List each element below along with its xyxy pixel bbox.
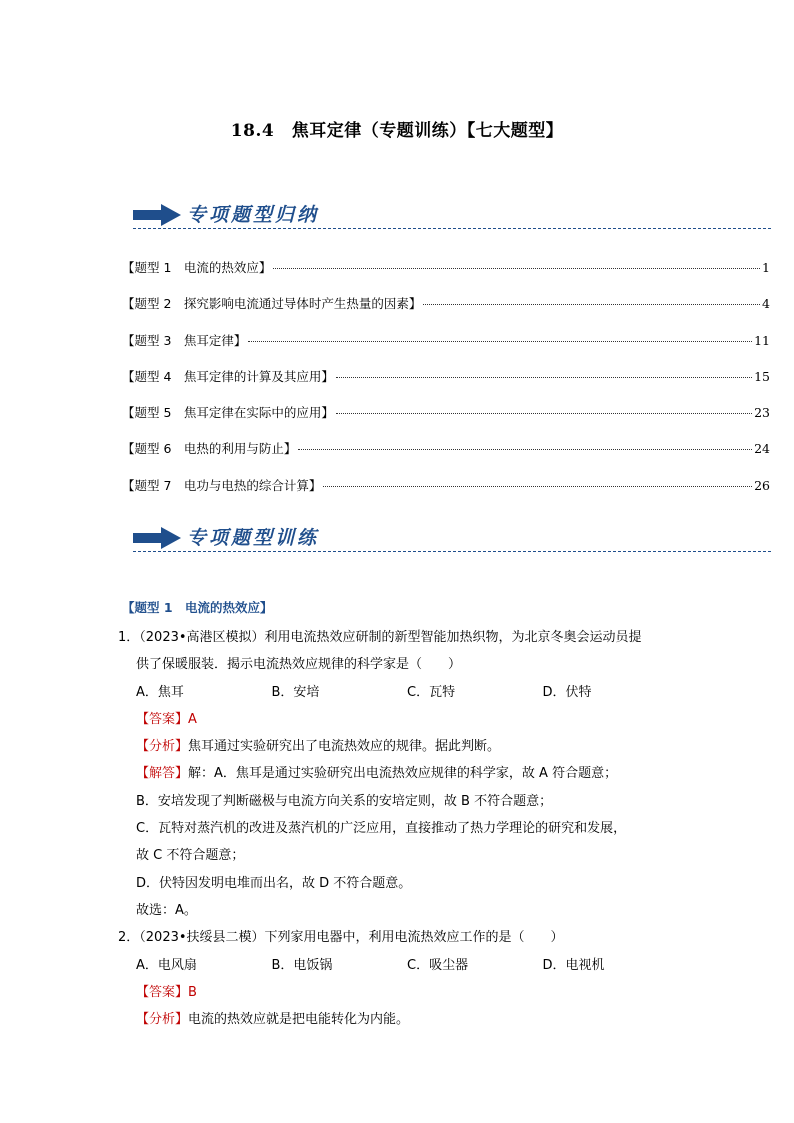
question-1-stem: 1．（2023•高港区模拟）利用电流热效应研制的新型智能加热织物，为北京冬奥会运动员提 — [118, 630, 642, 645]
option: D．伏特 — [542, 684, 592, 700]
question-1-answer: 【答案】A — [136, 711, 197, 727]
table-of-contents — [122, 258, 770, 512]
question-2-options — [118, 952, 678, 979]
option: B．电饭锅 — [271, 957, 333, 973]
option: B．安培 — [271, 684, 320, 700]
option: A．电风扇 — [136, 957, 197, 973]
question-2-analysis: 【分析】电流的热效应就是把电能转化为内能。 — [136, 1012, 410, 1028]
solution-line: B．安培发现了判断磁极与电流方向关系的安培定则，故 B 不符合题意； — [136, 793, 553, 809]
toc-item[interactable]: 【题型 1 电流的热效应】 1 — [122, 260, 770, 275]
divider — [133, 551, 771, 552]
question-1-analysis: 【分析】焦耳通过实验研究出了电流热效应的规律。据此判断。 — [136, 739, 501, 755]
toc-item[interactable]: 【题型 3 焦耳定律】 11 — [122, 332, 770, 348]
solution-line: D．伏特因发明电堆而出名，故 D 不符合题意。 — [136, 875, 412, 891]
section-banner-summary — [133, 200, 771, 232]
arrow-icon — [133, 204, 181, 226]
banner-title: 专项题型归纳 — [187, 204, 320, 226]
section-banner-training — [133, 523, 771, 555]
question-1-options — [118, 679, 678, 706]
question-list — [118, 624, 678, 1033]
page-title: 18.4 焦耳定律（专题训练）【七大题型】 — [230, 121, 564, 141]
option: A．焦耳 — [136, 684, 184, 700]
option: D．电视机 — [542, 957, 605, 973]
divider — [133, 228, 771, 229]
question-2-answer: 【答案】B — [136, 984, 197, 1000]
toc-item[interactable]: 【题型 6 电热的利用与防止】 24 — [122, 441, 770, 457]
option: C．吸尘器 — [407, 957, 469, 973]
question-1-solution: 【解答】解：A．焦耳是通过实验研究出电流热效应规律的科学家，故 A 符合题意； — [136, 766, 618, 782]
section-heading: 【题型 1 电流的热效应】 — [122, 600, 273, 615]
solution-line: 故 C 不符合题意； — [136, 848, 245, 864]
toc-item[interactable]: 【题型 4 焦耳定律的计算及其应用】 15 — [122, 368, 770, 384]
solution-line: 故选：A。 — [136, 902, 197, 918]
solution-line: C．瓦特对蒸汽机的改进及蒸汽机的广泛应用，直接推动了热力学理论的研究和发展， — [136, 821, 627, 837]
arrow-icon — [133, 527, 181, 549]
toc-item[interactable]: 【题型 7 电功与电热的综合计算】 26 — [122, 477, 770, 493]
question-2-stem: 2．（2023•扶绥县二模）下列家用电器中，利用电流热效应工作的是（ ） — [118, 930, 564, 946]
toc-item[interactable]: 【题型 5 焦耳定律在实际中的应用】 23 — [122, 405, 770, 421]
option: C．瓦特 — [407, 684, 456, 700]
question-1-stem-cont: 供了保暖服装．揭示电流热效应规律的科学家是（ ） — [136, 657, 462, 673]
banner-title: 专项题型训练 — [187, 527, 320, 549]
toc-item[interactable]: 【题型 2 探究影响电流通过导体时产生热量的因素】 4 — [122, 296, 770, 312]
